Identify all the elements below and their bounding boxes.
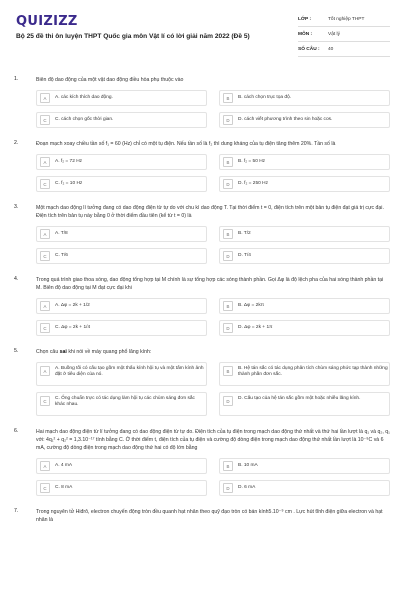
question-7 [14, 508, 390, 524]
option-letter: A [40, 229, 50, 239]
quizizz-logo: QUIZIZZ [16, 14, 78, 29]
option-d[interactable] [219, 176, 390, 192]
option-text: C. 8 mA [55, 484, 73, 490]
meta-row-count [298, 42, 390, 57]
option-letter: D [223, 251, 233, 261]
options [36, 226, 390, 264]
option-text: B. Hệ tán sắc có tác dụng phân tích chùm sáng phức tạp thành những thành phần đơn sắc. [238, 366, 388, 378]
meta-key: SỐ CÂU : [298, 46, 320, 52]
option-text: A. f₂ = 72 Hz [55, 158, 83, 164]
question-number: 3. [14, 204, 19, 210]
option-a[interactable] [36, 90, 207, 106]
option-letter: C [40, 396, 50, 406]
question-text-post: khi nói về máy quang phổ lăng kính: [66, 349, 152, 355]
option-letter: B [223, 157, 233, 167]
option-letter: D [223, 115, 233, 125]
question-number: 5. [14, 348, 19, 354]
options [36, 154, 390, 192]
option-text: B. 10 mA [238, 462, 258, 468]
options [36, 458, 390, 496]
meta-panel [298, 12, 390, 57]
option-text: A. các kích thích dao động. [55, 94, 113, 100]
option-c[interactable] [36, 176, 207, 192]
question-list [14, 76, 390, 524]
meta-value: Tốt nghiệp THPT [328, 16, 365, 22]
question-text-emphasis: sai [59, 349, 67, 355]
option-letter: D [223, 179, 233, 189]
option-letter: C [40, 179, 50, 189]
option-letter: C [40, 251, 50, 261]
question-text: Biên độ dao động của một vật dao động điều hòa phụ thuộc vào [36, 77, 184, 83]
option-text: A. Δφ = 2k + 1/2 [55, 302, 90, 308]
option-letter: D [223, 483, 233, 493]
question-6 [14, 428, 390, 496]
meta-row-class [298, 12, 390, 27]
option-letter: B [223, 229, 233, 239]
option-text: C. Δφ = 2k + 1/4 [55, 324, 91, 330]
option-d[interactable] [219, 320, 390, 336]
option-a[interactable] [36, 362, 207, 386]
option-c[interactable] [36, 480, 207, 496]
option-b[interactable] [219, 90, 390, 106]
question-1 [14, 76, 390, 128]
option-a[interactable] [36, 298, 207, 314]
option-c[interactable] [36, 112, 207, 128]
question-text: Trong quá trình giao thoa sóng, dao động tổng hợp tại M chính là sự tổng hợp các sóng thành phần. Gọi Δφ là độ lệch pha của hai sóng thành phần tại M. Biên độ dao động tại M đạt cực đại khi [36, 277, 384, 291]
option-text: B. Δφ = 2kπ [238, 302, 265, 308]
option-letter: C [40, 323, 50, 333]
options [36, 90, 390, 128]
option-d[interactable] [219, 248, 390, 264]
option-letter: C [40, 115, 50, 125]
option-letter: A [40, 301, 50, 311]
meta-row-subject [298, 27, 390, 42]
option-b[interactable] [219, 362, 390, 386]
option-text: D. 6 mA [238, 484, 256, 490]
option-letter: A [40, 93, 50, 103]
option-text: D. Cấu tạo của hệ tán sắc gồm một hoặc nhiều lăng kính. [238, 396, 361, 401]
option-text: D. cách viết phương trình theo sin hoặc cos. [238, 116, 333, 122]
option-b[interactable] [219, 226, 390, 242]
option-b[interactable] [219, 298, 390, 314]
question-5 [14, 348, 390, 416]
question-number: 1. [14, 76, 19, 82]
question-text: Đoạn mạch xoay chiều tần số f₁ = 60 (Hz) chỉ có một tụ điện. Nếu tần số là f₂ thì dung kháng của tụ điện tăng thêm 20%. Tần số là [36, 141, 336, 147]
option-text: B. cách chọn trục tọa độ. [238, 94, 292, 100]
meta-key: LỚP : [298, 16, 312, 22]
question-number: 4. [14, 276, 19, 282]
option-text: A. 4 mA [55, 462, 73, 468]
option-c[interactable] [36, 392, 207, 416]
meta-value: Vật lý [328, 31, 340, 37]
option-letter: D [223, 323, 233, 333]
question-text: Một mạch dao động lí tưởng đang có dao động điện từ tự do với chu kì dao động T. Tại thời điểm t = 0, điện tích trên một bản tụ điện đạt giá trị cực đại. Điện tích trên bản tụ này bằng 0 ở thời điểm đầu tiên (kể từ t = 0) là [36, 205, 384, 219]
meta-value: 40 [328, 46, 334, 52]
question-number: 7. [14, 508, 19, 514]
option-letter: A [40, 461, 50, 471]
option-letter: A [40, 366, 50, 376]
question-number: 6. [14, 428, 19, 434]
document-title: Bộ 25 đề thi ôn luyện THPT Quốc gia môn Vật lí có lời giải năm 2022 (Đề 5) [16, 33, 250, 40]
option-text: D. Δφ = 2k + 1π [238, 324, 273, 330]
option-letter: B [223, 301, 233, 311]
meta-key: MÔN : [298, 31, 313, 37]
question-3 [14, 204, 390, 264]
question-text [36, 348, 390, 356]
option-letter: B [223, 93, 233, 103]
option-letter: A [40, 157, 50, 167]
option-letter: B [223, 366, 233, 376]
option-text: B. T/2 [238, 230, 251, 236]
option-c[interactable] [36, 248, 207, 264]
option-a[interactable] [36, 458, 207, 474]
option-c[interactable] [36, 320, 207, 336]
question-text: Trong nguyên tử Hiđrô, electron chuyển động tròn đều quanh hạt nhân theo quỹ đạo tròn có bán kính5.10⁻⁹ cm . Lực hút tĩnh điện giữa electron và hạt nhân là [36, 509, 383, 523]
option-text: D. T/4 [238, 252, 251, 258]
question-4 [14, 276, 390, 336]
option-letter: C [40, 483, 50, 493]
option-d[interactable] [219, 112, 390, 128]
option-b[interactable] [219, 154, 390, 170]
options [36, 362, 390, 416]
option-text: C. cách chọn gốc thời gian. [55, 116, 114, 122]
option-text: D. f₂ = 250 Hz [238, 180, 268, 186]
question-2 [14, 140, 390, 192]
question-text-pre: Chọn câu [36, 349, 60, 355]
option-text: A. T/8 [55, 230, 68, 236]
option-text: B. f₂ = 50 Hz [238, 158, 266, 164]
option-d[interactable] [219, 392, 390, 416]
option-a[interactable] [36, 226, 207, 242]
option-letter: D [223, 396, 233, 406]
option-a[interactable] [36, 154, 207, 170]
option-text: C. f₂ = 10 Hz [55, 180, 83, 186]
option-d[interactable] [219, 480, 390, 496]
options [36, 298, 390, 336]
question-number: 2. [14, 140, 19, 146]
option-b[interactable] [219, 458, 390, 474]
option-letter: B [223, 461, 233, 471]
option-text: C. T/6 [55, 252, 68, 258]
option-text: A. Buồng tối có cấu tạo gồm một thấu kính hội tụ và một tấm kính ảnh đặt ở tiêu diện của nó. [55, 366, 204, 378]
question-text: Hai mạch dao động điện từ lí tưởng đang có dao động điện từ tự do. Điện tích của tụ điện trong mạch dao động thứ nhất và thứ hai lần lượt là q₁ và q₂, q₁ với: 4q₁² + q₂² = 1,3.10⁻¹⁷ tính bằng C. Ở thời điểm t, điện tích của tụ điện và cường độ dòng điện trong mạch dao động thứ nhất lần lượt là 10⁻⁹C và 6 mA, cường độ dòng điện trong mạch dao động thứ hai có độ lớn bằng [36, 429, 390, 451]
option-text: C. Ống chuẩn trực có tác dụng làm hội tụ các chùm sáng đơn sắc khác nhau. [55, 396, 195, 408]
